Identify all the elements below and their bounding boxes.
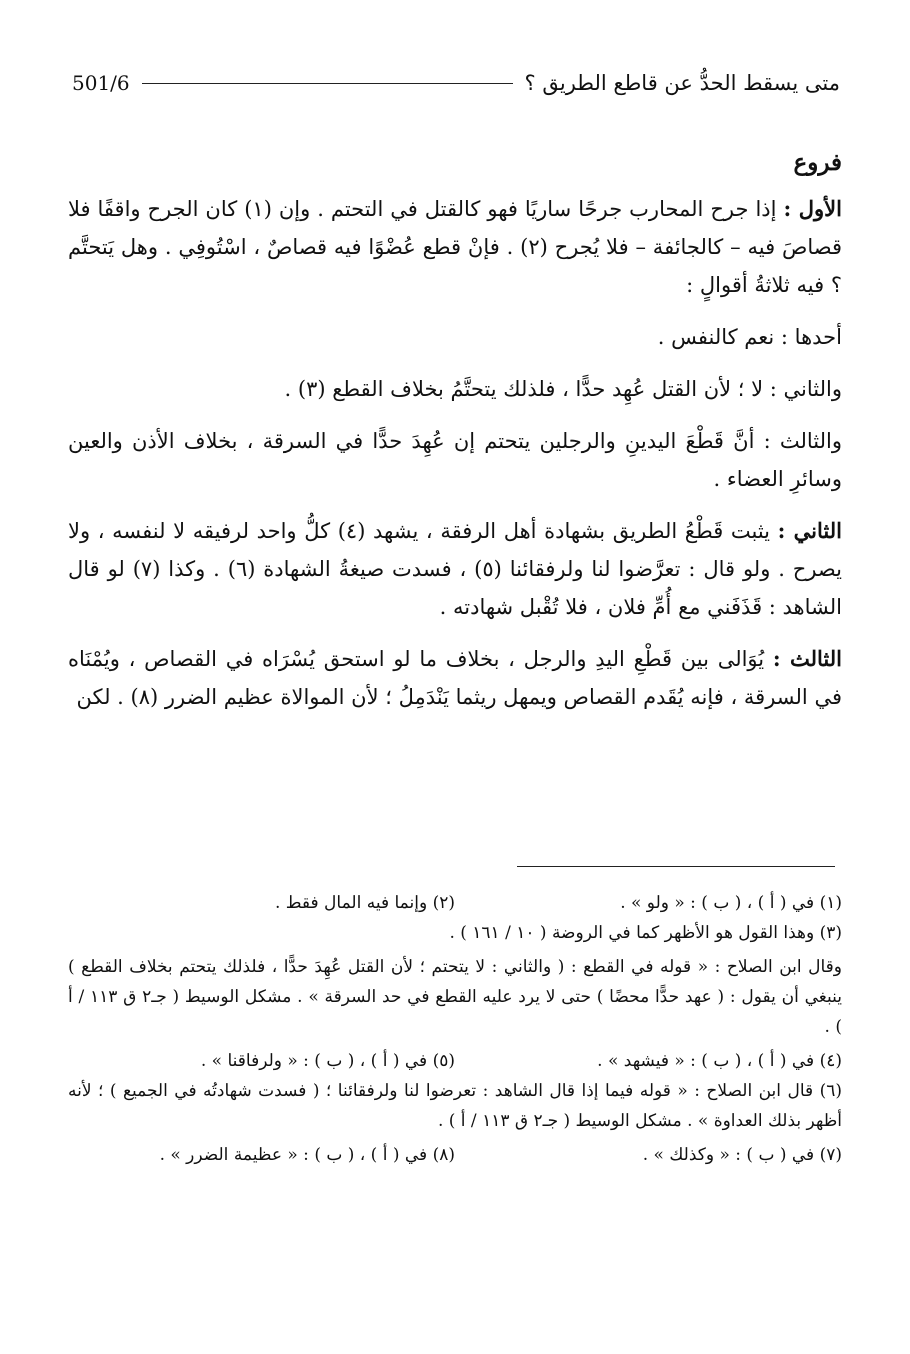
footnote-3-continued: وقال ابن الصلاح : « قوله في القطع : ( والثاني : لا يتحتم ؛ لأن القتل عُهِدَ حدًّا ، فلذلك يتحتم بخلاف القطع ) ينبغي أن يقول : ( عهد حدًّا محضًا ) حتى لا يرد عليه القطع في حد السرقة » . مشكل الوسيط ( جـ٢ ق ١١٣ / أ ) . xyxy=(68,957,842,1037)
footnote-row xyxy=(68,1140,842,1170)
paragraph-second xyxy=(68,512,842,626)
opinion-one: أحدها : نعم كالنفس . xyxy=(657,325,842,349)
footnote-8: (٨) في ( أ ) ، ( ب ) : « عظيمة الضرر » . xyxy=(159,1145,455,1165)
footnote-1: (١) في ( أ ) ، ( ب ) : « ولو » . xyxy=(620,893,842,913)
footnote-row xyxy=(68,1046,842,1076)
second-text: يثبت قَطْعُ الطريق بشهادة أهل الرفقة ، يشهد (٤) كلُّ واحد لرفيقه لا لنفسه ، ولا يصرح . ولو قال : تعرَّضوا لنا ولرفقائنا (٥) ، فسدت صيغةُ الشهادة (٦) . وكذا (٧) لو قال الشاهد : قَذَفَني مع أُمِّ فلان ، فلا تُقْبل شهادته . xyxy=(68,519,842,619)
third-text: يُوَالى بين قَطْعِ اليدِ والرجل ، بخلاف ما لو استحق يُسْرَاه في القصاص ، ويُمْنَاه في السرقة ، فإنه يُقَدم القصاص ويمهل ريثما يَنْدَمِلُ ؛ لأن الموالاة عظيم الضرر (٨) . لكن xyxy=(68,647,842,709)
footnote-6: (٦) قال ابن الصلاح : « قوله فيما إذا قال الشاهد : تعرضوا لنا ولرفقائنا ؛ ( فسدت شهادتُه في الجميع ) ؛ لأنه أظهر بذلك العداوة » . مشكل الوسيط ( جـ٢ ق ١١٣ / أ ) . xyxy=(68,1081,842,1131)
first-text: إذا جرح المحارب جرحًا ساريًا فهو كالقتل في التحتم . وإن (١) كان الجرح واقفًا فلا قصاصَ فيه – كالجائفة – فلا يُجرح (٢) . فإنْ قطع عُضْوًا فيه قصاصٌ ، اسْتُوفِي . وهل يَتحتَّم ؟ فيه ثلاثةُ أقوالٍ : xyxy=(68,197,842,297)
footnote-2: (٢) وإنما فيه المال فقط . xyxy=(274,893,455,913)
footnote-5: (٥) في ( أ ) ، ( ب ) : « ولرفاقنا » . xyxy=(200,1051,455,1071)
page-header xyxy=(72,66,840,100)
paragraph-first xyxy=(68,190,842,304)
section-heading: فروع xyxy=(793,149,842,176)
footnote-row xyxy=(68,888,842,918)
header-rule xyxy=(142,83,513,84)
main-text xyxy=(68,144,842,730)
opinion-three: والثالث : أنَّ قَطْعَ اليدينِ والرجلين يتحتم إن عُهِدَ حدًّا في السرقة ، بخلاف الأذن والعين وسائرِ العضاء . xyxy=(68,429,842,491)
footnote-rule xyxy=(517,866,835,867)
opinion-two: والثاني : لا ؛ لأن القتل عُهِد حدًّا ، فلذلك يتحتَّمُ بخلاف القطع (٣) . xyxy=(284,377,842,401)
third-lead: الثالث : xyxy=(772,646,842,671)
footnotes xyxy=(68,888,842,1170)
footnote-3: (٣) وهذا القول هو الأظهر كما في الروضة ( ١٠ / ١٦١ ) . xyxy=(449,923,842,943)
page-number: 501/6 xyxy=(72,71,130,95)
footnote-4: (٤) في ( أ ) ، ( ب ) : « فيشهد » . xyxy=(597,1051,842,1071)
footnote-7: (٧) في ( ب ) : « وكذلك » . xyxy=(642,1145,842,1165)
second-lead: الثاني : xyxy=(777,518,842,543)
running-title: متى يسقط الحدُّ عن قاطع الطريق ؟ xyxy=(524,71,840,95)
paragraph-third xyxy=(68,640,842,716)
first-lead: الأول : xyxy=(783,196,842,221)
